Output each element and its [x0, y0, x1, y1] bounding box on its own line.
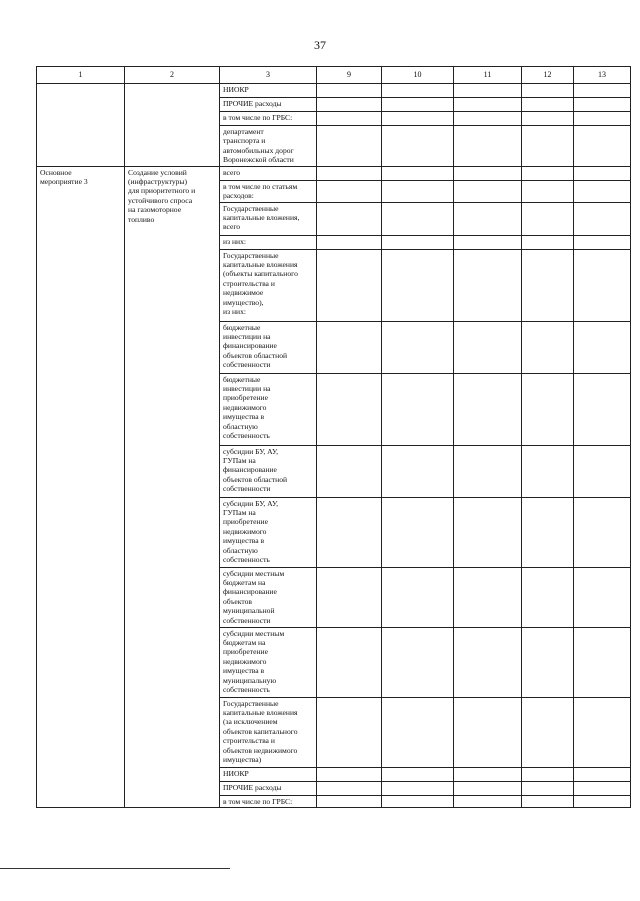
value-cell	[454, 180, 522, 202]
value-cell	[382, 627, 454, 697]
value-cell	[522, 84, 574, 98]
expense-label: субсидии местным бюджетам на финансирование объектов муниципальной собственности	[220, 567, 317, 627]
expense-label: субсидии БУ, АУ, ГУПам на приобретение недвижимого имущества в областную собственность	[220, 497, 317, 567]
expense-label: бюджетные инвестиции на приобретение недвижимого имущества в областную собственность	[220, 373, 317, 445]
value-cell	[574, 180, 631, 202]
value-cell	[574, 249, 631, 321]
value-cell	[317, 235, 382, 249]
value-cell	[317, 84, 382, 98]
value-cell	[382, 445, 454, 497]
expense-label: ПРОЧИЕ расходы	[220, 98, 317, 112]
header-cell: 13	[574, 67, 631, 84]
value-cell	[574, 98, 631, 112]
value-cell	[382, 112, 454, 126]
value-cell	[454, 98, 522, 112]
value-cell	[522, 767, 574, 781]
value-cell	[317, 180, 382, 202]
value-cell	[574, 567, 631, 627]
value-cell	[317, 166, 382, 180]
value-cell	[574, 497, 631, 567]
value-cell	[317, 321, 382, 373]
description-cell	[125, 84, 220, 167]
value-cell	[522, 567, 574, 627]
value-cell	[574, 627, 631, 697]
value-cell	[317, 98, 382, 112]
value-cell	[382, 567, 454, 627]
value-cell	[522, 249, 574, 321]
value-cell	[522, 697, 574, 767]
value-cell	[522, 112, 574, 126]
value-cell	[382, 767, 454, 781]
expense-label: субсидии местным бюджетам на приобретение недвижимого имущества в муниципальную собственность	[220, 627, 317, 697]
value-cell	[522, 235, 574, 249]
expense-label: из них:	[220, 235, 317, 249]
value-cell	[317, 627, 382, 697]
value-cell	[317, 781, 382, 795]
value-cell	[522, 321, 574, 373]
header-cell: 1	[37, 67, 125, 84]
value-cell	[522, 781, 574, 795]
table-row	[37, 84, 631, 98]
expense-label: бюджетные инвестиции на финансирование объектов областной собственности	[220, 321, 317, 373]
expense-label: в том числе по ГРБС:	[220, 112, 317, 126]
value-cell	[454, 497, 522, 567]
value-cell	[317, 126, 382, 167]
value-cell	[574, 697, 631, 767]
value-cell	[317, 112, 382, 126]
value-cell	[574, 235, 631, 249]
value-cell	[382, 795, 454, 807]
expense-label: департамент транспорта и автомобильных дорог Воронежской области	[220, 126, 317, 167]
value-cell	[522, 126, 574, 167]
header-cell: 10	[382, 67, 454, 84]
value-cell	[574, 112, 631, 126]
value-cell	[574, 84, 631, 98]
value-cell	[522, 166, 574, 180]
value-cell	[454, 126, 522, 167]
expense-label: всего	[220, 166, 317, 180]
table-row	[37, 166, 631, 180]
value-cell	[574, 202, 631, 235]
value-cell	[574, 445, 631, 497]
value-cell	[454, 445, 522, 497]
value-cell	[454, 235, 522, 249]
value-cell	[522, 627, 574, 697]
value-cell	[317, 567, 382, 627]
value-cell	[574, 126, 631, 167]
value-cell	[317, 795, 382, 807]
budget-table	[36, 66, 631, 808]
header-cell: 11	[454, 67, 522, 84]
description-cell: Создание условий (инфраструктуры) для приоритетного и устойчивого спроса на газомоторное топливо	[125, 166, 220, 807]
value-cell	[574, 321, 631, 373]
value-cell	[382, 180, 454, 202]
value-cell	[574, 781, 631, 795]
footnote-rule	[0, 868, 230, 869]
value-cell	[574, 166, 631, 180]
value-cell	[382, 235, 454, 249]
value-cell	[382, 249, 454, 321]
value-cell	[317, 373, 382, 445]
value-cell	[454, 373, 522, 445]
value-cell	[454, 795, 522, 807]
expense-label: в том числе по статьям расходов:	[220, 180, 317, 202]
value-cell	[454, 112, 522, 126]
value-cell	[382, 497, 454, 567]
expense-label: Государственные капитальные вложения (за исключением объектов капитального строительства и объектов недвижимого имущества)	[220, 697, 317, 767]
value-cell	[317, 445, 382, 497]
value-cell	[454, 321, 522, 373]
value-cell	[382, 373, 454, 445]
header-cell: 2	[125, 67, 220, 84]
value-cell	[522, 202, 574, 235]
value-cell	[454, 767, 522, 781]
value-cell	[522, 497, 574, 567]
value-cell	[522, 180, 574, 202]
expense-label: ПРОЧИЕ расходы	[220, 781, 317, 795]
value-cell	[522, 795, 574, 807]
expense-label: Государственные капитальные вложения (объекты капитального строительства и недвижимое имущество), из них:	[220, 249, 317, 321]
mero-cell: Основное мероприятие 3	[37, 166, 125, 807]
page-number: 37	[314, 38, 326, 52]
expense-label: Государственные капитальные вложения, всего	[220, 202, 317, 235]
value-cell	[522, 98, 574, 112]
header-cell: 3	[220, 67, 317, 84]
value-cell	[382, 126, 454, 167]
value-cell	[382, 202, 454, 235]
expense-label: НИОКР	[220, 84, 317, 98]
value-cell	[454, 697, 522, 767]
expense-label: субсидии БУ, АУ, ГУПам на финансирование объектов областной собственности	[220, 445, 317, 497]
value-cell	[382, 84, 454, 98]
value-cell	[454, 781, 522, 795]
value-cell	[522, 373, 574, 445]
value-cell	[454, 84, 522, 98]
value-cell	[382, 166, 454, 180]
header-cell: 9	[317, 67, 382, 84]
value-cell	[454, 202, 522, 235]
value-cell	[317, 497, 382, 567]
value-cell	[574, 373, 631, 445]
value-cell	[382, 781, 454, 795]
value-cell	[522, 445, 574, 497]
value-cell	[317, 202, 382, 235]
value-cell	[574, 795, 631, 807]
value-cell	[454, 249, 522, 321]
value-cell	[317, 697, 382, 767]
value-cell	[317, 249, 382, 321]
value-cell	[317, 767, 382, 781]
value-cell	[454, 166, 522, 180]
expense-label: в том числе по ГРБС:	[220, 795, 317, 807]
header-row	[37, 67, 631, 84]
mero-cell	[37, 84, 125, 167]
value-cell	[454, 627, 522, 697]
header-cell: 12	[522, 67, 574, 84]
value-cell	[382, 98, 454, 112]
expense-label: НИОКР	[220, 767, 317, 781]
value-cell	[382, 697, 454, 767]
value-cell	[574, 767, 631, 781]
value-cell	[454, 567, 522, 627]
value-cell	[382, 321, 454, 373]
